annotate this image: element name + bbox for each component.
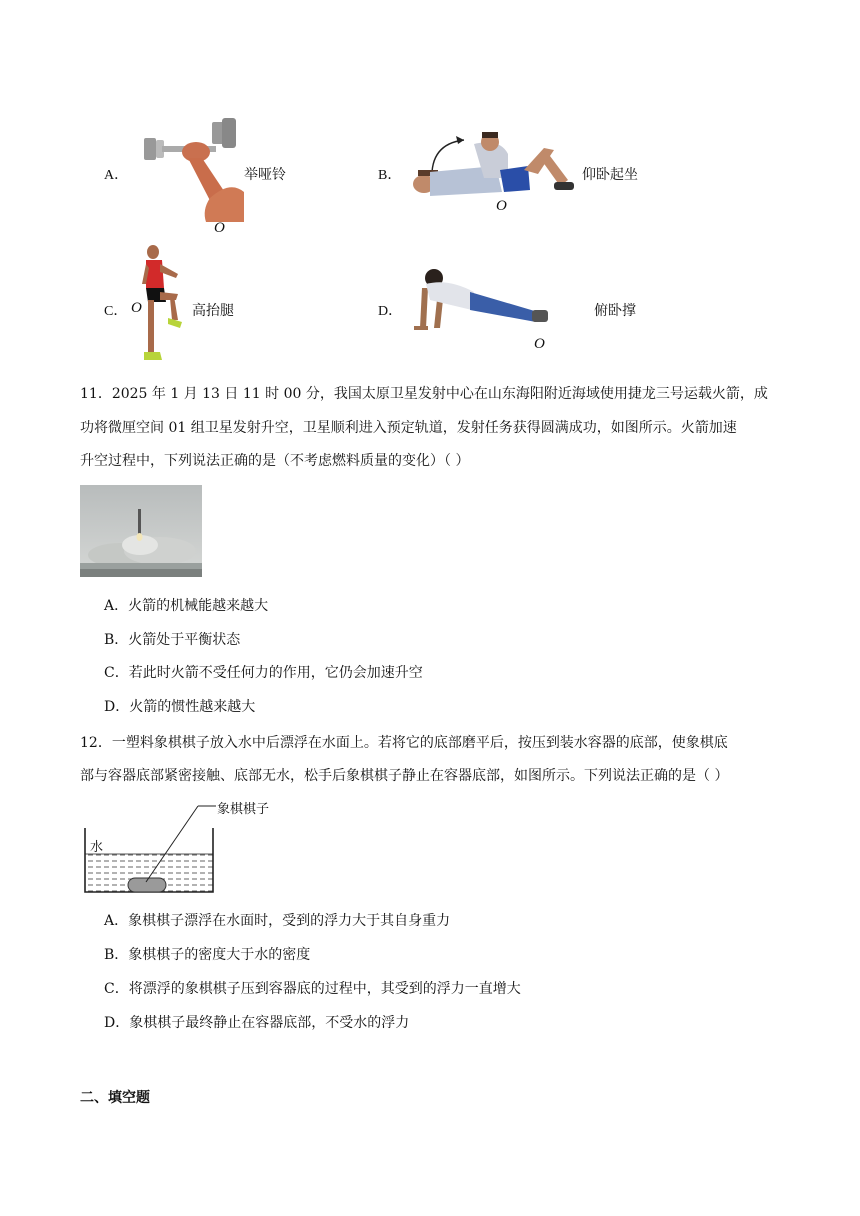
q12-text-line-1: 12．一塑料象棋棋子放入水中后漂浮在水面上。若将它的底部磨平后，按压到装水容器的底部，使象棋底	[80, 735, 728, 751]
q11-text-line-1: 11．2025 年 1 月 13 日 11 时 00 分，我国太原卫星发射中心在山东海阳附近海域使用捷龙三号运载火箭，成	[80, 386, 768, 402]
option-c-caption: 高抬腿	[192, 303, 234, 319]
q11-text-line-2: 功将微厘空间 01 组卫星发射升空，卫星顺利进入预定轨道，发射任务获得圆满成功，如图所示。火箭加速	[80, 420, 737, 436]
situp-figure	[404, 130, 580, 206]
piece-label: 象棋棋子	[217, 802, 270, 817]
option-b-pivot: O	[496, 198, 507, 214]
high-knee-figure	[138, 244, 188, 368]
q12-choice-c: C．将漂浮的象棋棋子压到容器底的过程中，其受到的浮力一直增大	[104, 981, 521, 997]
q11-choice-a: A．火箭的机械能越来越大	[104, 598, 269, 614]
q12-text-line-2: 部与容器底部紧密接触、底部无水，松手后象棋棋子静止在容器底部，如图所示。下列说法正确的是（ ）	[80, 768, 729, 784]
option-b-label: B．	[378, 168, 402, 183]
option-b-caption: 仰卧起坐	[582, 167, 638, 183]
dumbbell-arm-figure	[140, 118, 250, 228]
option-a-pivot: O	[214, 220, 225, 236]
option-a-caption: 举哑铃	[244, 167, 286, 183]
option-d-caption: 俯卧撑	[594, 303, 636, 319]
q11-choice-d: D．火箭的惯性越来越大	[104, 699, 256, 715]
q12-choice-a: A．象棋棋子漂浮在水面时，受到的浮力大于其自身重力	[104, 913, 451, 929]
q12-choice-b: B．象棋棋子的密度大于水的密度	[104, 947, 311, 963]
option-d-label: D．	[378, 304, 403, 319]
q11-choice-c: C．若此时火箭不受任何力的作用，它仍会加速升空	[104, 665, 423, 681]
option-a-label: A．	[104, 168, 129, 183]
rocket-launch-photo	[80, 485, 202, 577]
section-title: 二、填空题	[80, 1090, 150, 1106]
q12-choice-d: D．象棋棋子最终静止在容器底部，不受水的浮力	[104, 1015, 410, 1031]
pushup-figure	[408, 266, 558, 336]
q11-text-line-3: 升空过程中，下列说法正确的是（不考虑燃料质量的变化）（ ）	[80, 453, 470, 469]
option-d-pivot: O	[534, 336, 545, 352]
water-label: 水	[90, 840, 104, 855]
option-c-pivot: O	[131, 300, 142, 316]
q11-choice-b: B．火箭处于平衡状态	[104, 632, 241, 648]
option-c-label: C．	[104, 304, 128, 319]
